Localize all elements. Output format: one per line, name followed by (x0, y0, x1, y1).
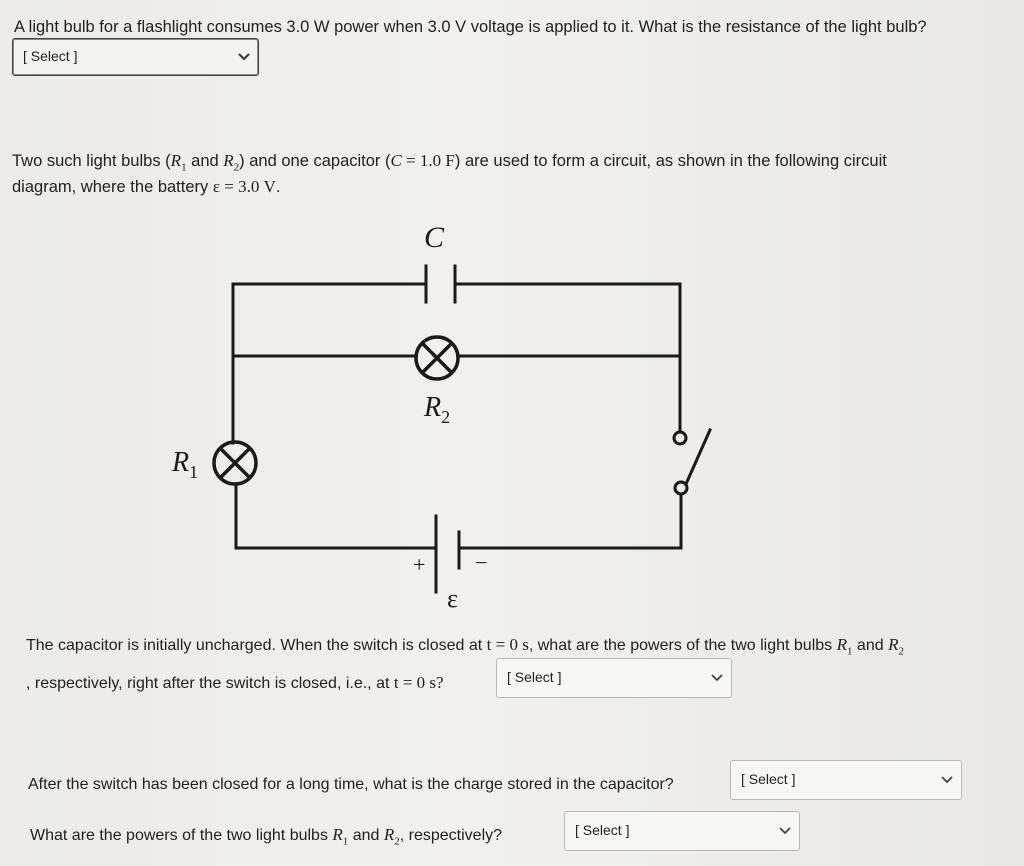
label-r1: $R_1$ (172, 447, 199, 482)
question-1-text: A light bulb for a flashlight consumes 3.0 W power when 3.0 V voltage is applied to it. What is the resistance of the light bulb? (14, 18, 927, 36)
q5-text-b: , respectively? (399, 827, 503, 844)
switch-terminal-top (674, 432, 686, 444)
q2-and: and (186, 152, 224, 170)
label-minus: − (475, 550, 488, 575)
q3-and: and (852, 637, 889, 654)
r2-symbol: $R_2$ (888, 635, 904, 658)
bulb-r2 (416, 337, 458, 379)
chevron-down-icon (779, 827, 791, 835)
q2-line2-b: . (275, 178, 281, 196)
r2-symbol: $R_2$ (223, 151, 240, 174)
question-1-select-label: [ Select ] (23, 48, 78, 64)
t-equals: t = 0 s (486, 635, 529, 654)
r2-symbol: $R_2$ (383, 825, 400, 848)
t-equals-2: t = 0 s? (393, 673, 444, 692)
question-5-select-label: [ Select ] (575, 822, 630, 838)
q3-text-b: , what are the powers of the two light bulbs (528, 637, 837, 654)
battery-value: ε = 3.0 V (212, 177, 276, 196)
label-r2: $R_2$ (424, 392, 451, 427)
chevron-down-icon (711, 674, 723, 682)
question-4-select[interactable] (730, 760, 962, 800)
question-5-text (30, 822, 502, 854)
label-plus: + (413, 552, 426, 577)
q2-text-b: ) and one capacitor ( (239, 152, 391, 170)
label-capacitor: C (424, 221, 445, 254)
question-3-text (26, 632, 904, 664)
switch-lever (686, 430, 710, 484)
q5-and: and (348, 827, 384, 844)
q2-text-c: ) are used to form a circuit, as shown in the following circuit (454, 152, 887, 170)
question-3-select[interactable] (496, 658, 732, 698)
r1-symbol: $R_1$ (836, 635, 853, 658)
bulb-r1 (214, 442, 256, 484)
question-3-select-label: [ Select ] (507, 669, 562, 685)
q2-line2-a: diagram, where the battery (12, 178, 213, 196)
label-emf: ε (447, 584, 458, 613)
r1-symbol: $R_1$ (170, 151, 187, 174)
capacitor-symbol: C = 1.0 F (390, 151, 455, 170)
q3-text-a: The capacitor is initially uncharged. When the switch is closed at (26, 637, 487, 654)
switch-terminal-bottom (675, 482, 687, 494)
question-5-select[interactable] (564, 811, 800, 851)
question-4-text: After the switch has been closed for a long time, what is the charge stored in the capacitor? (28, 776, 674, 793)
chevron-down-icon (941, 776, 953, 784)
r1-symbol: $R_1$ (332, 825, 349, 848)
question-3-text-line2 (26, 670, 444, 697)
question-4-select-label: [ Select ] (741, 771, 796, 787)
q3-line2-a: , respectively, right after the switch is closed, i.e., at (26, 675, 394, 692)
q2-text-a: Two such light bulbs ( (12, 152, 171, 170)
q5-text-a: What are the powers of the two light bulbs (30, 827, 333, 844)
